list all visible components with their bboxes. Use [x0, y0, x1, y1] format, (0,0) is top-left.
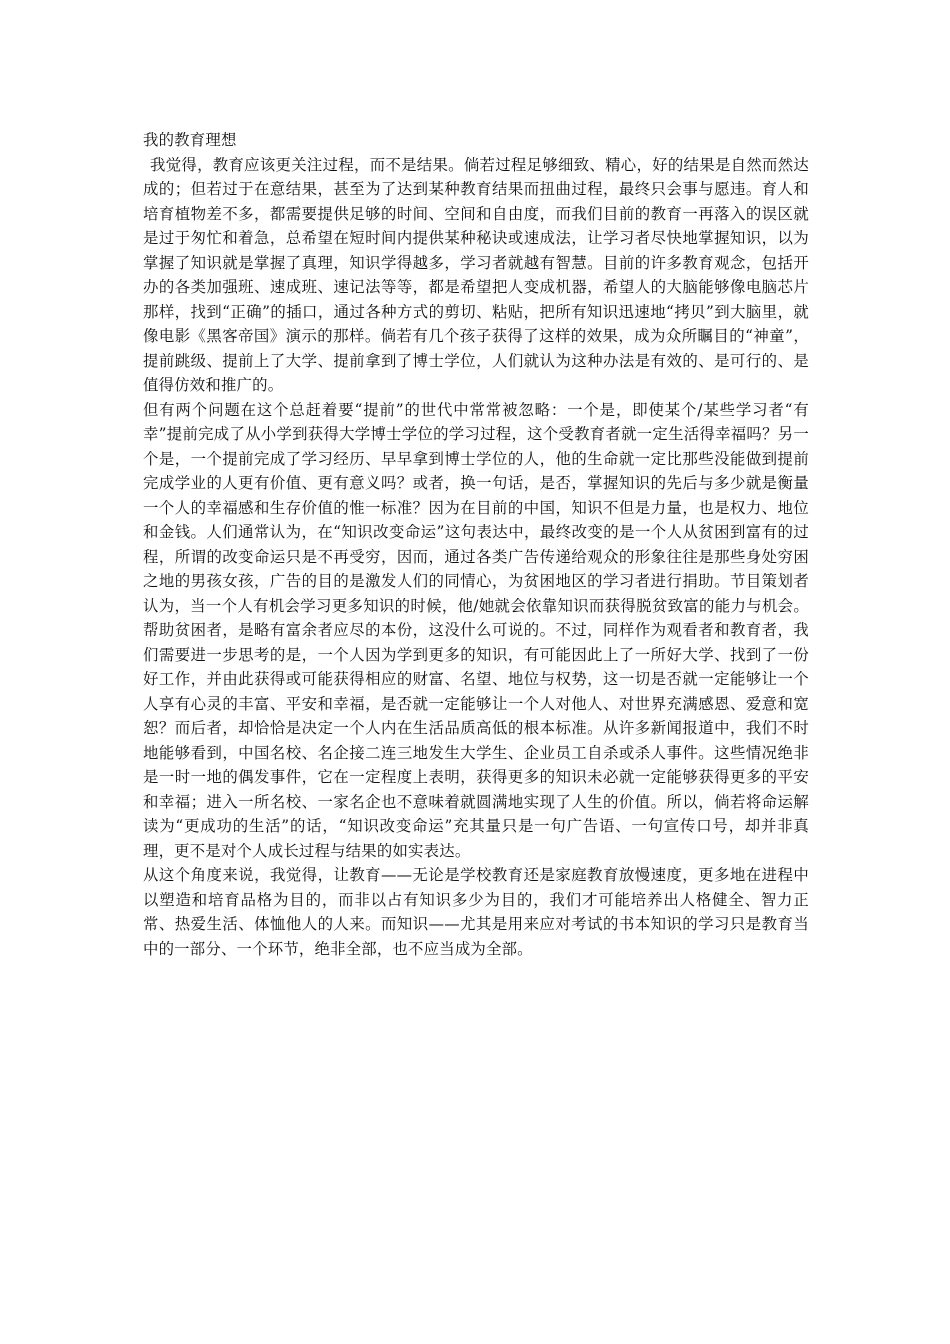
document-title: 我的教育理想 [143, 131, 237, 149]
paragraph-1: 我觉得，教育应该更关注过程，而不是结果。倘若过程足够细致、精心，好的结果是自然而然达成的；但若过于在意结果，甚至为了达到某种教育结果而扭曲过程，最终只会事与愿违。育人和培育植物差不多，都需要提供足够的时间、空间和自由度，而我们目前的教育一再落入的误区就是过于匆忙和着急，总希望在短时间内提供某种秘诀或速成法，让学习者尽快地掌握知识，以为掌握了知识就是掌握了真理，知识学得越多，学习者就越有智慧。目前的许多教育观念，包括开办的各类加强班、速成班、速记法等等，都是希望把人变成机器，希望人的大脑能够像电脑芯片那样，找到“正确”的插口，通过各种方式的剪切、粘贴，把所有知识迅速地“拷贝”到大脑里，就像电影《黑客帝国》演示的那样。倘若有几个孩子获得了这样的效果，成为众所瞩目的“神童”，提前跳级、提前上了大学、提前拿到了博士学位，人们就认为这种办法是有效的、是可行的、是值得仿效和推广的。 [143, 155, 809, 394]
paragraph-2: 但有两个问题在这个总赶着要“提前”的世代中常常被忽略：一个是，即使某个/某些学习者“有幸”提前完成了从小学到获得大学博士学位的学习过程，这个受教育者就一定生活得幸福吗？另一个是，一个提前完成了学习经历、早早拿到博士学位的人，他的生命就一定比那些没能做到提前完成学业的人更有价值、更有意义吗？或者，换一句话，是否，掌握知识的先后与多少就是衡量一个人的幸福感和生存价值的惟一标准？因为在目前的中国，知识不但是力量，也是权力、地位和金钱。人们通常认为，在“知识改变命运”这句表达中，最终改变的是一个人从贫困到富有的过程，所谓的改变命运只是不再受穷，因而，通过各类广告传递给观众的形象往往是那些身处穷困之地的男孩女孩，广告的目的是激发人们的同情心，为贫困地区的学习者进行捐助。节目策划者认为，当一个人有机会学习更多知识的时候，他/她就会依靠知识而获得脱贫致富的能力与机会。帮助贫困者，是略有富余者应尽的本份，这没什么可说的。不过，同样作为观看者和教育者，我们需要进一步思考的是，一个人因为学到更多的知识，有可能因此上了一所好大学、找到了一份好工作，并由此获得或可能获得相应的财富、名望、地位与权势，这一切是否就一定能够让一个人享有心灵的丰富、平安和幸福，是否就一定能够让一个人对他人、对世界充满感恩、爱意和宽恕？而后者，却恰恰是决定一个人内在生活品质高低的根本标准。从许多新闻报道中，我们不时地能够看到，中国名校、名企接二连三地发生大学生、企业员工自杀或杀人事件。这些情况绝非是一时一地的偶发事件，它在一定程度上表明，获得更多的知识未必就一定能够获得更多的平安和幸福；进入一所名校、一家名企也不意味着就圆满地实现了人生的价值。所以，倘若将命运解读为“更成功的生活”的话，“知识改变命运”充其量只是一句广告语、一句宣传口号，却并非真理，更不是对个人成长过程与结果的如实表达。 [143, 400, 809, 860]
document-page [143, 128, 809, 961]
paragraph-3: 从这个角度来说，我觉得，让教育——无论是学校教育还是家庭教育放慢速度，更多地在进程中以塑造和培育品格为目的，而非以占有知识多少为目的，我们才可能培养出人格健全、智力正常、热爱生活、体恤他人的人来。而知识——尤其是用来应对考试的书本知识的学习只是教育当中的一部分、一个环节，绝非全部，也不应当成为全部。 [143, 866, 809, 958]
